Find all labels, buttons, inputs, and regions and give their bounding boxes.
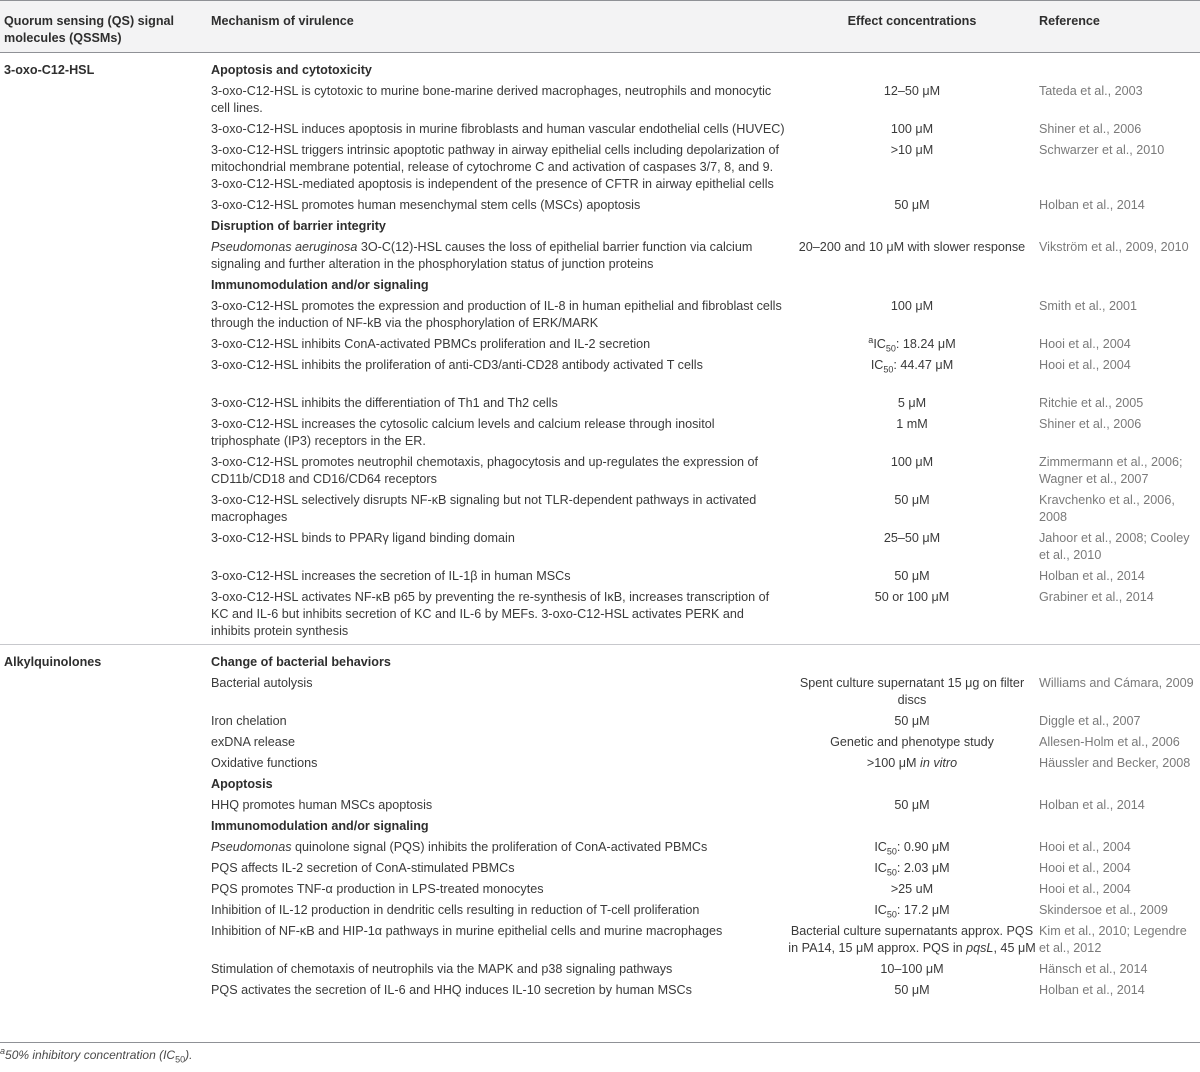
reference-cell: Smith et al., 2001 — [1039, 299, 1138, 313]
mechanism-cell: 3-oxo-C12-HSL inhibits ConA-activated PBMCs proliferation and IL-2 secretion — [211, 337, 651, 351]
section-title: Disruption of barrier integrity — [211, 219, 386, 233]
mechanism-cell: 3-oxo-C12-HSL is cytotoxic to murine bone-marine derived macrophages, neutrophils and monocytic cell lines. — [211, 84, 772, 115]
concentration-cell: $IC_{50}$: 0.90 μM — [874, 840, 950, 857]
mechanism-cell: Oxidative functions — [211, 756, 318, 770]
concentration-cell: 100 μM — [890, 122, 934, 136]
reference-cell: Schwarzer et al., 2010 — [1039, 143, 1165, 157]
header-reference: Reference — [1039, 14, 1100, 28]
concentration-cell: 12–50 μM — [883, 84, 941, 98]
mechanism-cell: Inhibition of IL-12 production in dendritic cells resulting in reduction of T-cell proliferation — [211, 903, 700, 917]
reference-cell: Shiner et al., 2006 — [1039, 417, 1142, 431]
concentration-cell: 50 μM — [894, 714, 930, 728]
table-row — [0, 454, 1200, 492]
table-row — [0, 839, 1200, 860]
reference-cell: Tateda et al., 2003 — [1039, 84, 1143, 98]
mechanism-cell: PQS activates the secretion of IL-6 and HHQ induces IL-10 secretion by human MSCs — [211, 983, 692, 997]
table-row — [0, 395, 1200, 416]
mechanism-cell: 3-oxo-C12-HSL increases the cytosolic calcium levels and calcium release through inositol triphosphate (IP3) receptors in the ER. — [211, 417, 715, 448]
footnote: $^a$50% inhibitory concentration $(IC_{50})$. — [0, 1046, 193, 1065]
table-row — [0, 713, 1200, 734]
concentration-cell: 10–100 μM — [880, 962, 944, 976]
concentration-cell: 1 mM — [896, 417, 928, 431]
concentration-cell: 50 μM — [894, 798, 930, 812]
reference-cell: Hooi et al., 2004 — [1039, 840, 1131, 854]
table-row — [0, 357, 1200, 395]
reference-cell: Hooi et al., 2004 — [1039, 358, 1131, 372]
qssm-name — [0, 218, 211, 239]
reference-cell: Jahoor et al., 2008; Cooley et al., 2010 — [1039, 531, 1190, 562]
reference-cell: Hänsch et al., 2014 — [1039, 962, 1148, 976]
qssm-name — [0, 776, 211, 797]
concentration-cell: $^aIC_{50}$: 18.24 μM — [868, 334, 956, 354]
reference-cell: Diggle et al., 2007 — [1039, 714, 1141, 728]
mechanism-cell: 3-oxo-C12-HSL inhibits the differentiation of Th1 and Th2 cells — [211, 396, 558, 410]
section-title: Apoptosis — [211, 777, 273, 791]
mechanism-cell: 3-oxo-C12-HSL induces apoptosis in murine fibroblasts and human vascular endothelial cells (HUVEC) — [211, 122, 785, 136]
mechanism-cell: 3-oxo-C12-HSL triggers intrinsic apoptotic pathway in airway epithelial cells including depolarization of mitochondrial membrane potential, release of cytochrome C and activation of caspases 3/7, 8, and 9. 3-oxo-C12-HSL-mediated apoptosis is independent of the presence of CFTR in airway epithelial cells — [211, 143, 779, 191]
section-title: Immunomodulation and/or signaling — [211, 819, 429, 833]
header-concentration: Effect concentrations — [847, 14, 977, 28]
section-row — [0, 218, 1200, 239]
reference-cell: Holban et al., 2014 — [1039, 983, 1145, 997]
table-row — [0, 734, 1200, 755]
table-row — [0, 530, 1200, 568]
table-row — [0, 860, 1200, 881]
section-row — [0, 776, 1200, 797]
reference-cell: Allesen-Holm et al., 2006 — [1039, 735, 1180, 749]
table-row — [0, 755, 1200, 776]
table-row — [0, 197, 1200, 218]
concentration-cell: 100 μM — [890, 455, 934, 469]
reference-cell: Vikström et al., 2009, 2010 — [1039, 240, 1189, 254]
table-row — [0, 142, 1200, 197]
reference-cell: Hooi et al., 2004 — [1039, 337, 1131, 351]
section-row — [0, 277, 1200, 298]
reference-cell: Kim et al., 2010; Legendre et al., 2012 — [1039, 924, 1187, 955]
bottom-rule — [0, 1042, 1200, 1043]
table-row — [0, 121, 1200, 142]
reference-cell: Skindersoe et al., 2009 — [1039, 903, 1168, 917]
concentration-cell: 50 μM — [894, 983, 930, 997]
table-row — [0, 298, 1200, 336]
reference-cell: Hooi et al., 2004 — [1039, 882, 1131, 896]
mechanism-cell: 3-oxo-C12-HSL inhibits the proliferation of anti-CD3/anti-CD28 antibody activated T cells — [211, 358, 703, 372]
table-row — [0, 239, 1200, 277]
concentration-cell: 25–50 μM — [883, 531, 941, 545]
concentration-cell: 50 μM — [894, 569, 930, 583]
table-row — [0, 568, 1200, 589]
section-row — [0, 644, 1200, 675]
reference-cell: Ritchie et al., 2005 — [1039, 396, 1144, 410]
reference-cell: Zimmermann et al., 2006; Wagner et al., 2007 — [1039, 455, 1183, 486]
reference-cell: Kravchenko et al., 2006, 2008 — [1039, 493, 1175, 524]
concentration-cell: Bacterial culture supernatants approx. PQS in PA14, 15 μM approx. PQS in pqsL, 45 μM — [788, 924, 1036, 955]
table-row — [0, 589, 1200, 644]
reference-cell: Hooi et al., 2004 — [1039, 861, 1131, 875]
qssm-name — [0, 818, 211, 839]
table-row — [0, 923, 1200, 961]
section-title: Apoptosis and cytotoxicity — [211, 63, 372, 77]
concentration-cell: 20–200 and 10 μM with slower response — [798, 240, 1026, 254]
mechanism-cell: Iron chelation — [211, 714, 287, 728]
reference-cell: Shiner et al., 2006 — [1039, 122, 1142, 136]
header-qssm: Quorum sensing (QS) signal molecules (QSSMs) — [4, 14, 175, 45]
mechanism-cell: HHQ promotes human MSCs apoptosis — [211, 798, 433, 812]
reference-cell: Holban et al., 2014 — [1039, 569, 1145, 583]
table-row — [0, 492, 1200, 530]
mechanism-cell: exDNA release — [211, 735, 295, 749]
mechanism-cell: 3-oxo-C12-HSL activates NF-κB p65 by preventing the re-synthesis of IκB, increases transcription of KC and IL-6 but inhibits secretion of KC and IL-6 by MEFs. 3-oxo-C12-HSL activates PERK and inhibits protein synthesis — [211, 590, 770, 638]
mechanism-cell: 3-oxo-C12-HSL selectively disrupts NF-κB signaling but not TLR-dependent pathways in activated macrophages — [211, 493, 757, 524]
mechanism-cell: 3-oxo-C12-HSL increases the secretion of IL-1β in human MSCs — [211, 569, 571, 583]
concentration-cell: Spent culture supernatant 15 μg on filter discs — [799, 676, 1025, 707]
concentration-cell: $IC_{50}$: 17.2 μM — [874, 903, 950, 920]
reference-cell: Williams and Cámara, 2009 — [1039, 676, 1194, 690]
mechanism-cell: 3-oxo-C12-HSL promotes the expression and production of IL-8 in human epithelial and fibroblast cells through the induction of NF-kB via the phosphorylation of ERK/MARK — [211, 299, 782, 330]
concentration-cell: 50 or 100 μM — [874, 590, 950, 604]
table-row — [0, 797, 1200, 818]
mechanism-cell: Stimulation of chemotaxis of neutrophils via the MAPK and p38 signaling pathways — [211, 962, 673, 976]
mechanism-cell: Pseudomonas aeruginosa 3O-C(12)-HSL causes the loss of epithelial barrier function via calcium signaling and further alteration in the phosphorylation status of junction proteins — [211, 240, 753, 271]
concentration-cell: $IC_{50}$: 44.47 μM — [870, 358, 954, 375]
mechanism-cell: Bacterial autolysis — [211, 676, 313, 690]
table-row — [0, 881, 1200, 902]
concentration-cell: Genetic and phenotype study — [830, 735, 994, 749]
mechanism-cell: Pseudomonas quinolone signal (PQS) inhibits the proliferation of ConA-activated PBMCs — [211, 840, 708, 854]
table-row — [0, 675, 1200, 713]
concentration-cell: $IC_{50}$: 2.03 μM — [874, 861, 950, 878]
concentration-cell: 50 μM — [894, 198, 930, 212]
mechanism-cell: PQS affects IL-2 secretion of ConA-stimulated PBMCs — [211, 861, 515, 875]
reference-cell: Grabiner et al., 2014 — [1039, 590, 1154, 604]
concentration-cell: >25 uM — [890, 882, 934, 896]
concentration-cell: >100 μM in vitro — [866, 756, 958, 770]
mechanism-cell: PQS promotes TNF-α production in LPS-treated monocytes — [211, 882, 544, 896]
mechanism-cell: Inhibition of NF-κB and HIP-1α pathways in murine epithelial cells and murine macrophages — [211, 924, 723, 938]
section-title: Immunomodulation and/or signaling — [211, 278, 429, 292]
qssm-name — [0, 277, 211, 298]
section-row — [0, 818, 1200, 839]
table-row — [0, 961, 1200, 982]
mechanism-cell: 3-oxo-C12-HSL promotes human mesenchymal stem cells (MSCs) apoptosis — [211, 198, 641, 212]
section-title: Change of bacterial behaviors — [211, 655, 391, 669]
concentration-cell: >10 μM — [890, 143, 934, 157]
section-row — [0, 52, 1200, 83]
concentration-cell: 5 μM — [897, 396, 927, 410]
reference-cell: Häussler and Becker, 2008 — [1039, 756, 1191, 770]
reference-cell: Holban et al., 2014 — [1039, 198, 1145, 212]
mechanism-cell: 3-oxo-C12-HSL promotes neutrophil chemotaxis, phagocytosis and up-regulates the expression of CD11b/CD18 and CD16/CD64 receptors — [211, 455, 758, 486]
table-row — [0, 902, 1200, 923]
qssm-name: Alkylquinolones — [4, 655, 102, 669]
concentration-cell: 50 μM — [894, 493, 930, 507]
table-header-row — [0, 0, 1200, 52]
header-mechanism: Mechanism of virulence — [211, 14, 354, 28]
table-row — [0, 982, 1200, 1003]
table-row — [0, 416, 1200, 454]
qssm-name: 3-oxo-C12-HSL — [4, 63, 95, 77]
table-row — [0, 83, 1200, 121]
reference-cell: Holban et al., 2014 — [1039, 798, 1145, 812]
table-row — [0, 336, 1200, 357]
concentration-cell: 100 μM — [890, 299, 934, 313]
mechanism-cell: 3-oxo-C12-HSL binds to PPARγ ligand binding domain — [211, 531, 515, 545]
